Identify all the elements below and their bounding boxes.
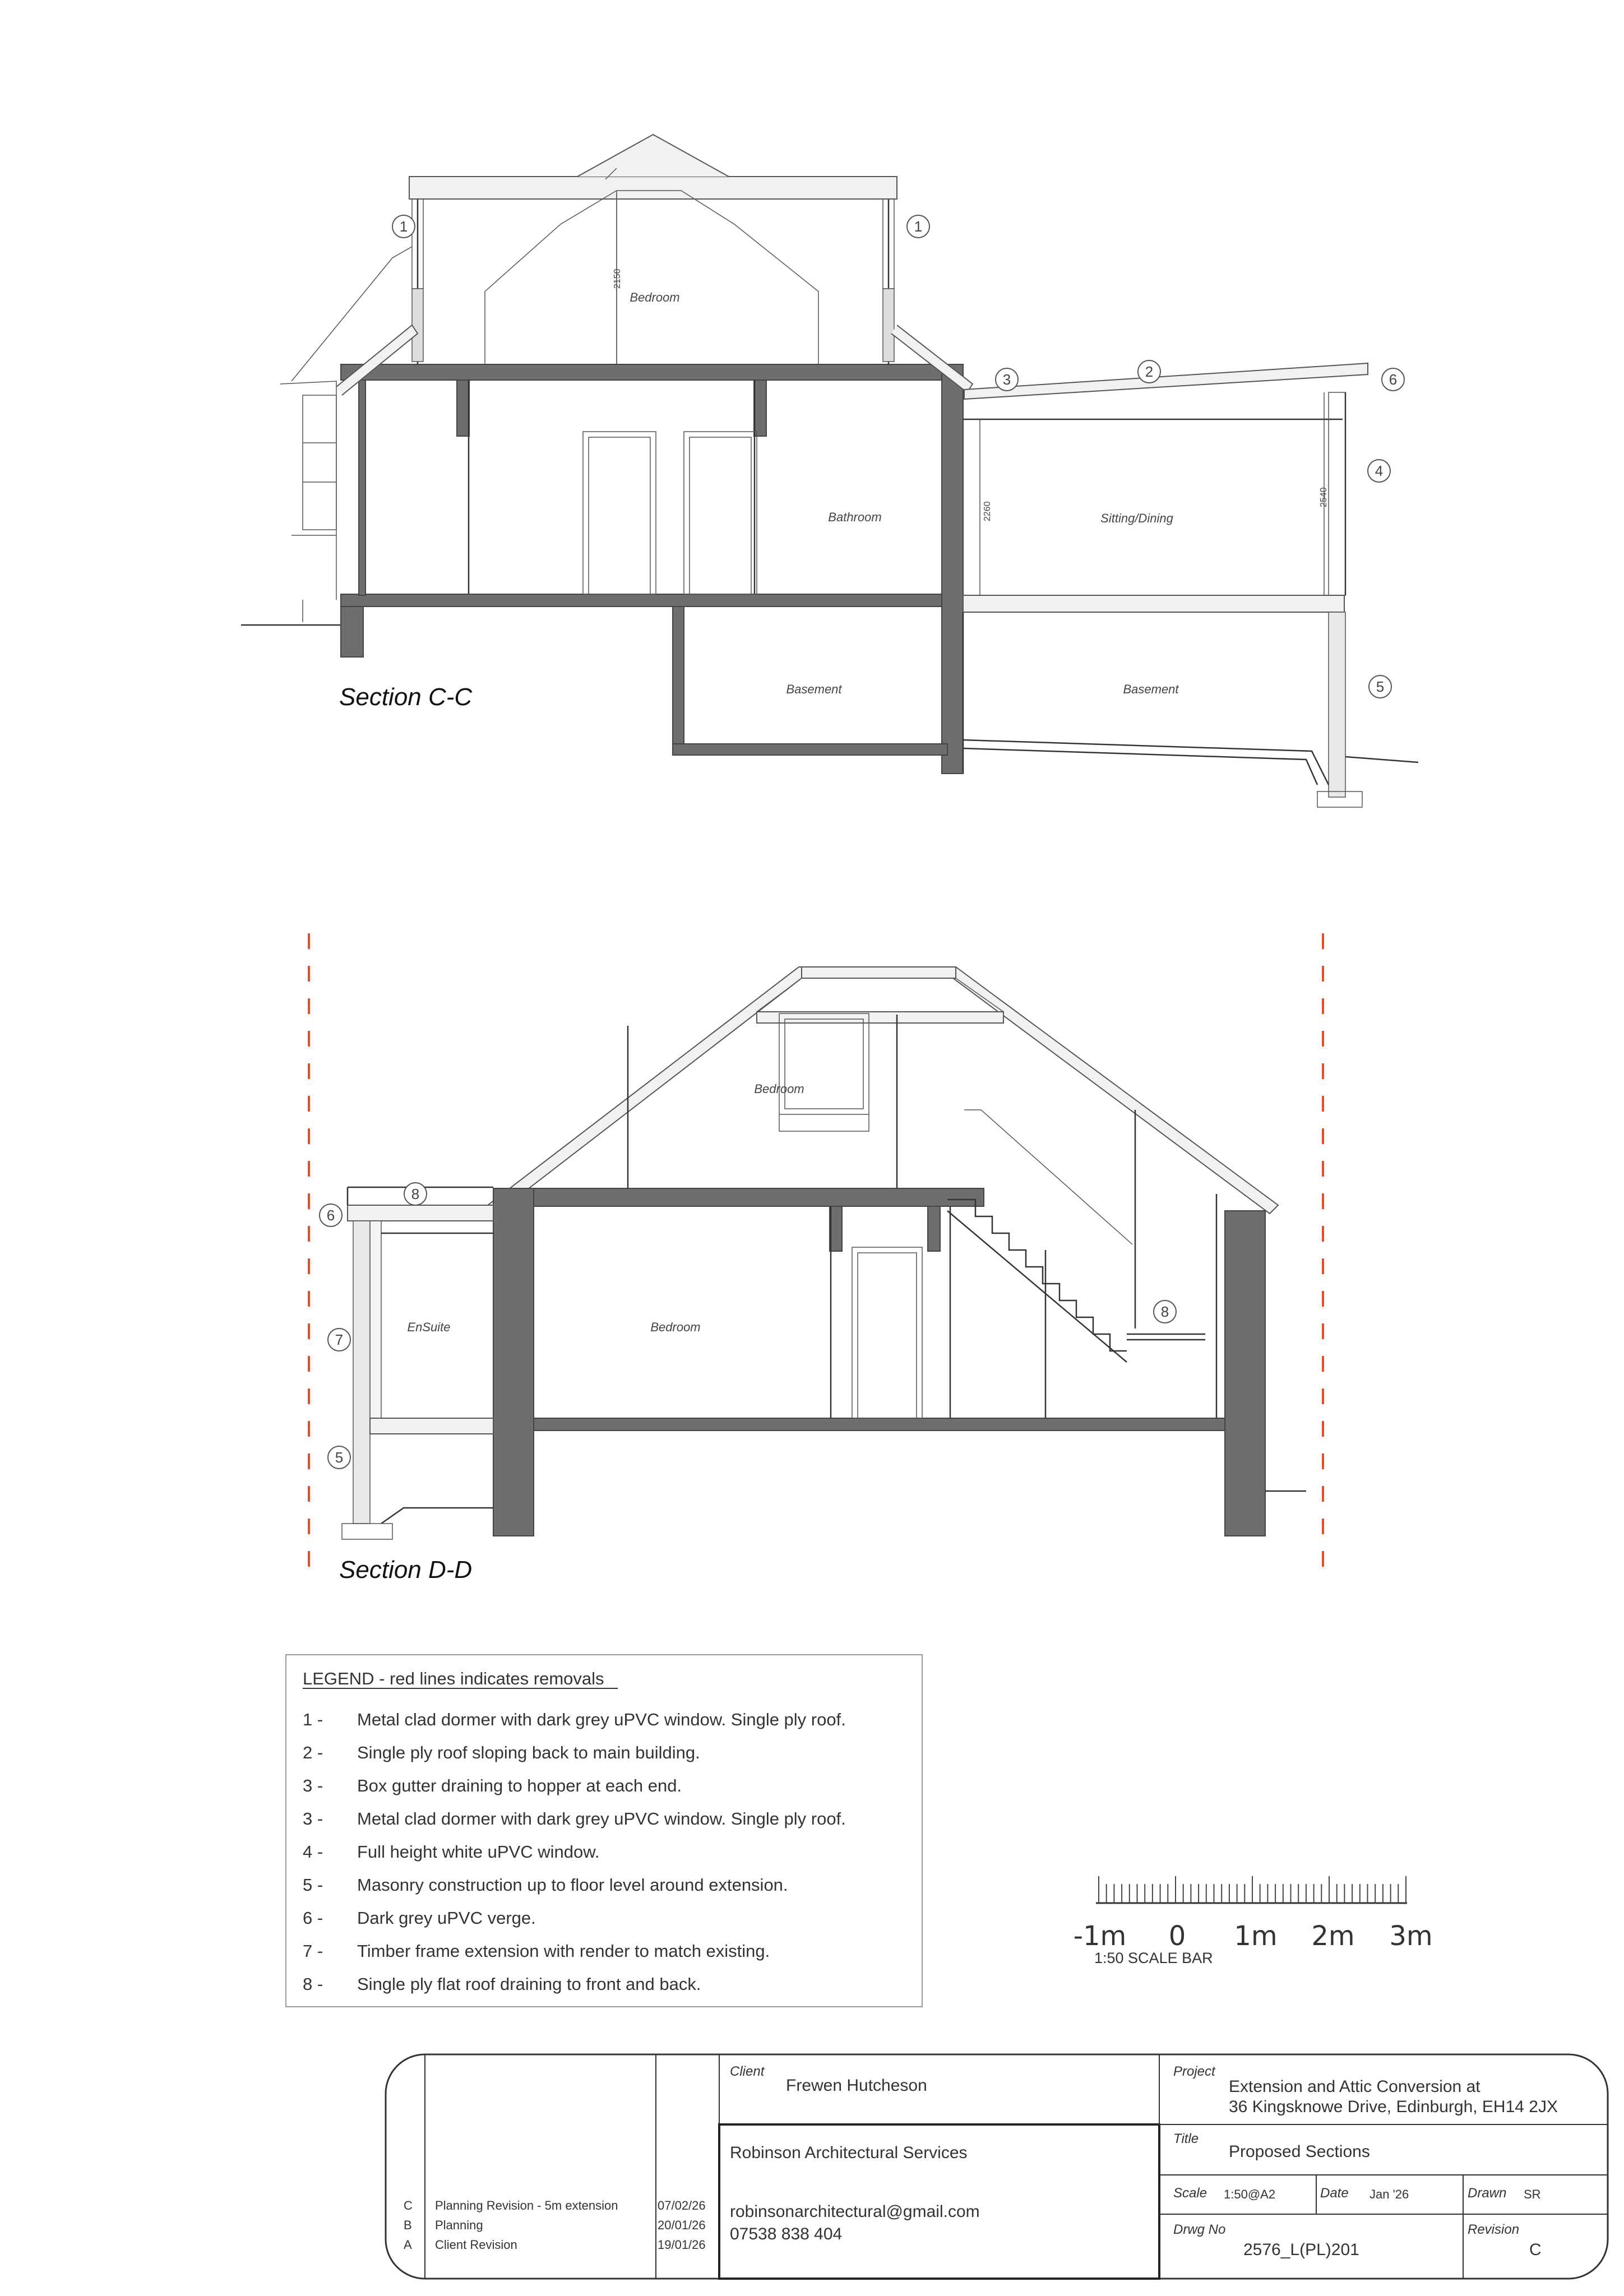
legend-item-number: 8 - — [303, 1974, 323, 1994]
svg-text:6: 6 — [1389, 371, 1398, 388]
tag-5-dd — [328, 1446, 350, 1469]
revision-date: 07/02/26 — [658, 2198, 706, 2212]
svg-text:3: 3 — [1002, 371, 1011, 388]
legend-item-text: Timber frame extension with render to match existing. — [357, 1941, 770, 1961]
basement-floor-left — [673, 744, 947, 755]
legend-item-number: 7 - — [303, 1941, 323, 1961]
room-label-ensuite: EnSuite — [407, 1320, 451, 1334]
tag-4-cc — [1368, 460, 1390, 482]
revision-date: 20/01/26 — [658, 2218, 706, 2232]
scale-value: 1:50@A2 — [1224, 2187, 1276, 2201]
scale-label: 3m — [1389, 1920, 1433, 1952]
extension-dd — [342, 1187, 493, 1539]
svg-text:8: 8 — [1160, 1303, 1169, 1320]
firm-phone: 07538 838 404 — [730, 2225, 843, 2243]
scale-caption: 1:50 SCALE BAR — [1094, 1950, 1213, 1966]
foundation-left — [341, 607, 363, 657]
legend-item — [303, 1710, 846, 1729]
project-line-2: 36 Kingsknowe Drive, Edinburgh, EH14 2JX — [1229, 2098, 1558, 2116]
attic-window-dd — [779, 1013, 869, 1131]
nib-wall-1 — [457, 380, 469, 436]
revision-letter: A — [404, 2238, 412, 2252]
revision-row — [404, 2218, 706, 2232]
tag-6-cc — [1382, 368, 1404, 391]
drwg-label: Drwg No — [1173, 2222, 1226, 2237]
wall-party — [942, 364, 963, 774]
svg-text:1: 1 — [914, 218, 923, 235]
nib-wall-dd-1 — [830, 1206, 842, 1251]
tag-7-dd — [328, 1328, 350, 1351]
revision-letter: B — [404, 2218, 412, 2232]
title-block — [386, 2054, 1608, 2279]
scale-label: 0 — [1168, 1920, 1186, 1952]
roof-dd — [488, 967, 1278, 1214]
svg-text:7: 7 — [335, 1331, 344, 1348]
tag-1-right — [907, 215, 929, 238]
front-bay — [280, 247, 412, 622]
legend-item-text: Metal clad dormer with dark grey uPVC window. Single ply roof. — [357, 1710, 846, 1729]
ground-line-right — [1345, 757, 1418, 762]
legend-item-text: Single ply roof sloping back to main building. — [357, 1743, 700, 1762]
legend-item-text: Metal clad dormer with dark grey uPVC window. Single ply roof. — [357, 1809, 846, 1829]
date-label: Date — [1320, 2186, 1349, 2201]
section-dd — [309, 933, 1323, 1584]
dim-2260: 2260 — [983, 501, 992, 521]
room-label-bathroom: Bathroom — [828, 510, 882, 524]
attic-floor-dd — [493, 1188, 984, 1206]
room-label-bedroom-cc: Bedroom — [630, 290, 680, 304]
wall-left-dd — [493, 1188, 534, 1536]
legend-item-number: 6 - — [303, 1908, 323, 1928]
revision-letter: C — [404, 2198, 413, 2212]
revision-label: Revision — [1468, 2222, 1520, 2237]
revision-table — [404, 2198, 706, 2252]
svg-text:4: 4 — [1375, 462, 1384, 479]
rear-extension-cc — [963, 363, 1368, 807]
svg-text:1: 1 — [399, 218, 408, 235]
scale-label: Scale — [1173, 2186, 1207, 2201]
svg-text:6: 6 — [326, 1207, 335, 1224]
legend-item — [303, 1809, 846, 1829]
drwg-number: 2576_L(PL)201 — [1243, 2241, 1359, 2259]
legend-item-text: Box gutter draining to hopper at each end. — [357, 1776, 682, 1795]
drawn-value: SR — [1524, 2187, 1541, 2201]
room-label-basement-left: Basement — [786, 682, 842, 696]
scale-ticks — [1099, 1876, 1406, 1903]
revision-value: C — [1529, 2241, 1542, 2259]
dim-2540: 2540 — [1319, 487, 1329, 507]
revision-description: Client Revision — [435, 2238, 517, 2252]
first-floor-slab-dd — [534, 1418, 1225, 1431]
project-label: Project — [1173, 2064, 1215, 2079]
tag-1-left — [392, 215, 415, 238]
legend-item — [303, 1974, 701, 1994]
legend-item-number: 4 - — [303, 1842, 323, 1862]
door-dd — [852, 1247, 922, 1418]
attic-floor — [341, 364, 946, 380]
scale-label: 1m — [1234, 1920, 1278, 1952]
revision-row — [404, 2238, 706, 2252]
firm-email: robinsonarchitectural@gmail.com — [730, 2202, 980, 2221]
legend-item — [303, 1842, 600, 1862]
scale-bar — [1074, 1876, 1433, 1966]
wall-right-dd — [1225, 1211, 1265, 1536]
legend-items — [303, 1710, 846, 1994]
nib-wall-dd-2 — [928, 1206, 940, 1251]
section-cc-title: Section C-C — [339, 683, 473, 711]
legend-item — [303, 1875, 788, 1895]
revision-row — [404, 2198, 706, 2212]
room-label-basement-right: Basement — [1123, 682, 1179, 696]
legend-title: LEGEND - red lines indicates removals — [303, 1669, 604, 1688]
tag-5-cc — [1369, 675, 1391, 698]
revision-description: Planning — [435, 2218, 483, 2232]
tag-8-dd-stair — [1154, 1300, 1176, 1323]
wall-left — [359, 380, 365, 595]
dormer-cc — [336, 135, 973, 395]
legend-item-text: Dark grey uPVC verge. — [357, 1908, 536, 1928]
svg-text:8: 8 — [411, 1186, 420, 1202]
revision-date: 19/01/26 — [658, 2238, 706, 2252]
legend-item-number: 2 - — [303, 1743, 323, 1762]
tag-6-dd — [320, 1204, 342, 1226]
tag-2-cc — [1138, 360, 1160, 383]
scale-labels — [1074, 1920, 1433, 1952]
legend-item — [303, 1908, 536, 1928]
section-dd-title: Section D-D — [339, 1556, 473, 1584]
legend-item-number: 3 - — [303, 1776, 323, 1795]
legend — [286, 1655, 922, 2007]
legend-item-text: Masonry construction up to floor level around extension. — [357, 1875, 788, 1895]
svg-text:2: 2 — [1145, 363, 1154, 380]
basement-wall-left — [673, 607, 684, 755]
scale-label: -1m — [1073, 1920, 1127, 1952]
client-label: Client — [730, 2064, 765, 2079]
svg-text:5: 5 — [335, 1449, 344, 1466]
door-1 — [583, 432, 656, 594]
project-line-1: Extension and Attic Conversion at — [1229, 2077, 1480, 2096]
dim-2150: 2150 — [613, 269, 622, 289]
section-cc — [241, 135, 1418, 807]
internal-partitions — [469, 380, 755, 594]
room-label-bedroom-main: Bedroom — [650, 1320, 701, 1334]
door-2 — [684, 432, 757, 594]
title-label: Title — [1173, 2131, 1199, 2146]
room-label-bedroom-attic: Bedroom — [754, 1082, 804, 1096]
ground-floor-slab — [341, 594, 963, 607]
legend-item-number: 3 - — [303, 1809, 323, 1829]
tag-3-cc — [996, 368, 1018, 391]
tag-8-dd-top — [404, 1183, 427, 1205]
legend-item — [303, 1776, 682, 1795]
nib-wall-2 — [754, 380, 766, 436]
date-value: Jan '26 — [1369, 2187, 1409, 2201]
revision-description: Planning Revision - 5m extension — [435, 2198, 618, 2212]
drawn-label: Drawn — [1468, 2186, 1507, 2201]
staircase — [947, 1110, 1205, 1362]
legend-item — [303, 1941, 770, 1961]
firm-name: Robinson Architectural Services — [730, 2144, 968, 2162]
room-label-sitting-dining: Sitting/Dining — [1100, 511, 1173, 525]
svg-text:5: 5 — [1376, 678, 1385, 695]
legend-item-number: 1 - — [303, 1710, 323, 1729]
legend-item — [303, 1743, 700, 1762]
legend-item-number: 5 - — [303, 1875, 323, 1895]
client-name: Frewen Hutcheson — [786, 2076, 927, 2095]
legend-item-text: Full height white uPVC window. — [357, 1842, 600, 1862]
drawing-title: Proposed Sections — [1229, 2142, 1370, 2161]
scale-label: 2m — [1311, 1920, 1355, 1952]
legend-item-text: Single ply flat roof draining to front and back. — [357, 1974, 701, 1994]
